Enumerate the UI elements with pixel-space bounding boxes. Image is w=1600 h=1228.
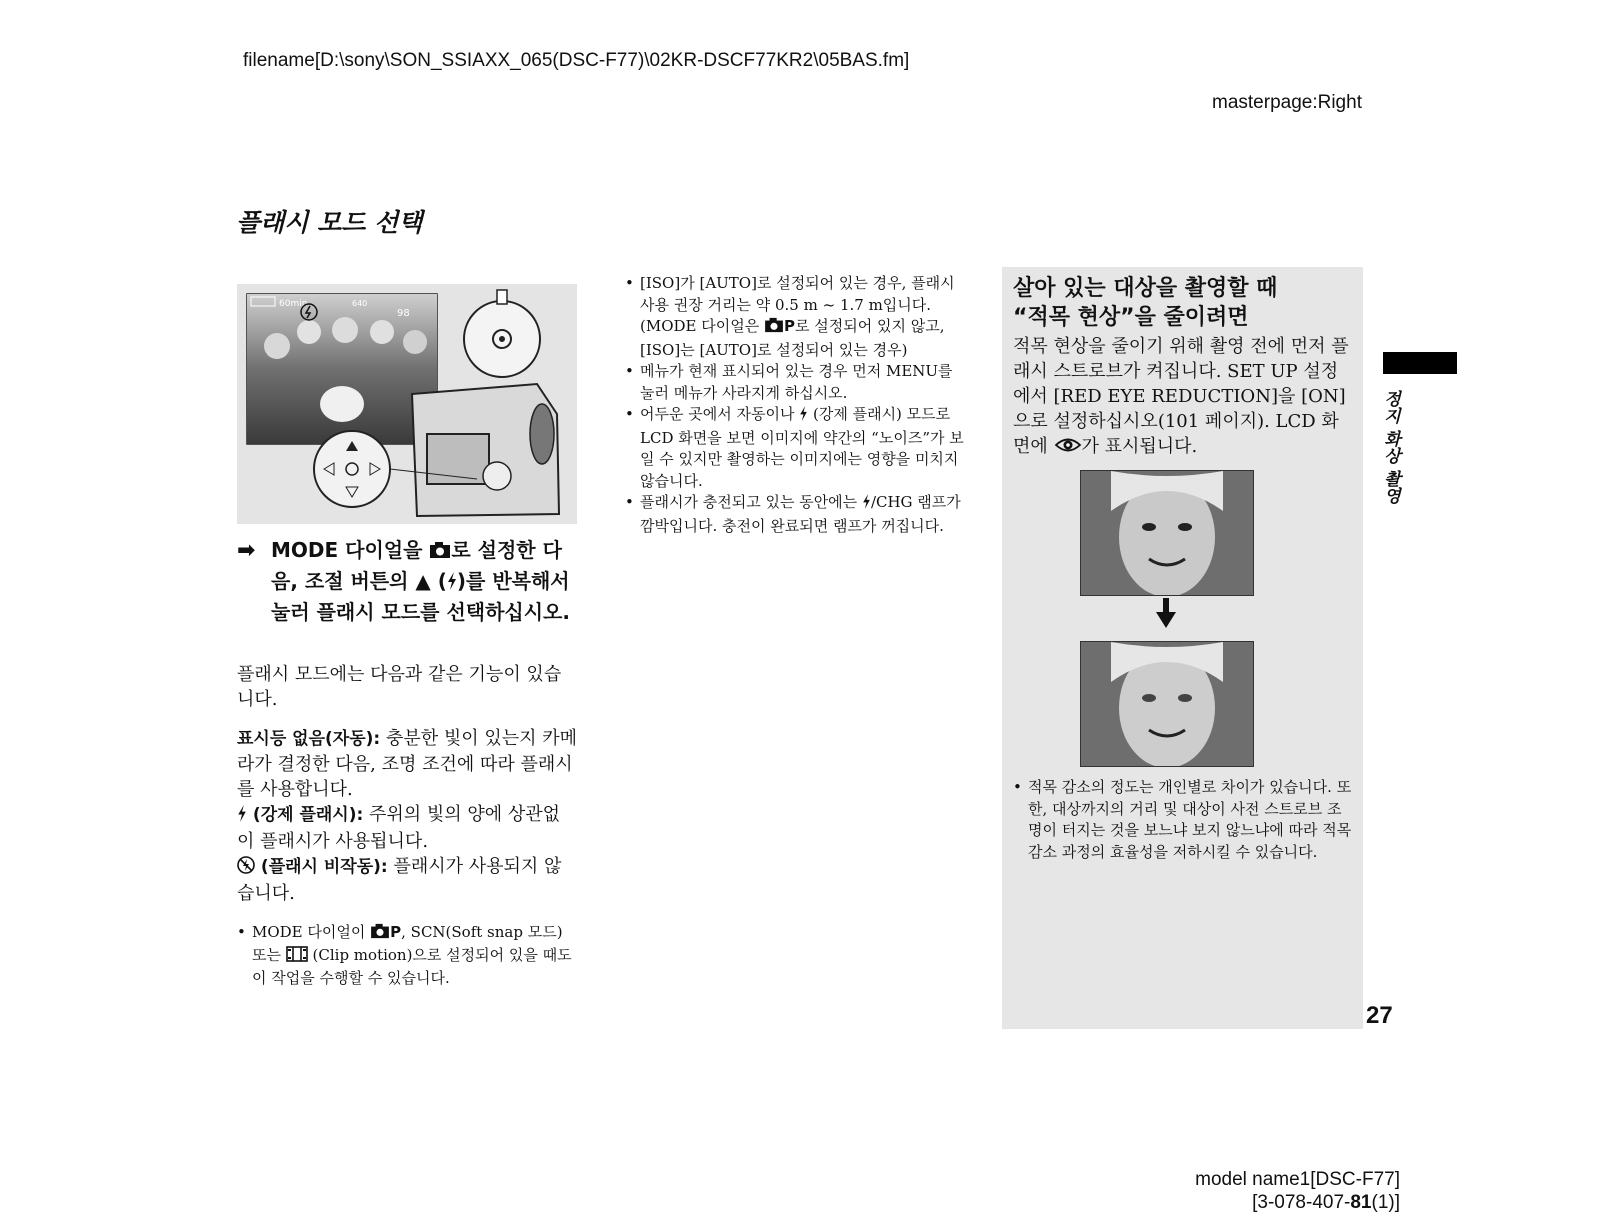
flash-mode-intro: 플래시 모드에는 다음과 같은 기능이 있습니다.	[237, 664, 562, 710]
footer-line2-pre: [3-078-407-	[1252, 1192, 1351, 1213]
panel-body-post: 가 표시됩니다.	[1081, 436, 1198, 457]
footer-line1: model name1[DSC-F77]	[1195, 1169, 1400, 1190]
note-noise-pre: 어두운 곳에서 자동이나	[640, 405, 800, 423]
panel-title-line2: “적목 현상”을 줄이려면	[1013, 305, 1249, 330]
lcd-image-size: 640	[352, 299, 368, 308]
mode-forced-label: (강제 플래시):	[247, 805, 364, 825]
note-iso-p: P	[783, 317, 795, 335]
eye-icon	[1054, 436, 1082, 461]
note-charge-post: /CHG 램프가 깜박입니다. 충전이 완료되면 램프가 꺼집니다.	[640, 493, 961, 535]
note-p-mode: P	[390, 923, 402, 941]
footer-line2	[1195, 1191, 1400, 1214]
panel-title	[1013, 274, 1358, 332]
note-iso	[625, 273, 965, 361]
mode-forced-text: 주위의 빛의 양에 상관없이 플래시가 사용됩니다.	[237, 804, 561, 852]
flash-mode-list	[237, 726, 577, 906]
note-charge-pre: 플래시가 충전되고 있는 동안에는	[640, 493, 862, 511]
lcd-shot-count: 98	[397, 308, 410, 319]
footer-model	[1195, 1168, 1400, 1214]
instruction-text-end: )를 반복해서 눌러 플래시 모드를 선택하십시오.	[271, 569, 570, 624]
camera-figure	[237, 284, 577, 524]
note-text-post: (Clip motion)으로 설정되어 있을 때도 이 작업을 수행할 수 있습니다.	[252, 946, 572, 987]
note-iso-pre: [ISO]가 [AUTO]로 설정되어 있는 경우, 플래시 사용 권장 거리는 약 0.5 m ~ 1.7 m입니다. (MODE 다이얼은	[640, 274, 955, 335]
note-mode-dial	[237, 922, 577, 989]
footer-line2-post: (1)]	[1371, 1192, 1400, 1213]
clip-motion-icon	[286, 946, 308, 968]
mode-auto-label: 표시등 없음(자동):	[237, 729, 381, 749]
flash-icon	[237, 804, 247, 829]
chapter-tab	[1383, 352, 1457, 374]
header-masterpage: masterpage:Right	[1212, 92, 1362, 113]
lcd-battery-time: 60min	[279, 299, 308, 309]
mode-off-text: 플래시가 사용되지 않습니다.	[237, 856, 562, 904]
mode-forced	[237, 802, 577, 854]
red-eye-before-photo	[1080, 470, 1254, 596]
arrow-right-icon: ➡	[237, 538, 256, 563]
notes-column	[625, 273, 965, 537]
panel-note-text: • 적목 감소의 정도는 개인별로 차이가 있습니다. 또한, 대상까지의 거리 및 대상이 사전 스트로브 조명이 터지는 것을 보느냐 보지 않느냐에 따라 적목 감소 과정의 효율성을 저하시킬 수 있습니다.	[1013, 777, 1353, 863]
header-filename: filename[D:\sony\SON_SSIAXX_065(DSC-F77)\02KR-DSCF77KR2\05BAS.fm]	[243, 50, 910, 71]
panel-body-pre: 적목 현상을 줄이기 위해 촬영 전에 먼저 플래시 스트로브가 켜집니다. SET UP 설정에서 [RED EYE REDUCTION]을 [ON]으로 설정하십시오(101 페이지). LCD 화면에	[1013, 336, 1349, 457]
instruction-text-post: 로 설정한 다음, 조절 버튼의 ▲ (	[271, 538, 562, 593]
note-iso-post: 로 설정되어 있지 않고, [ISO]는 [AUTO]로 설정되어 있는 경우)	[640, 317, 945, 359]
camera-mode-icon	[370, 923, 390, 945]
camera-mode-icon	[764, 317, 784, 340]
flash-icon	[862, 494, 871, 516]
arrow-down-icon	[1156, 598, 1176, 632]
page-number: 27	[1366, 1002, 1393, 1029]
note-noise-post: (강제 플래시) 모드로 LCD 화면을 보면 이미지에 약간의 “노이즈”가 보일 수 있지만 촬영하는 이미지에는 영향을 미치지 않습니다.	[640, 405, 964, 490]
red-eye-after-photo	[1080, 641, 1254, 767]
instruction-text-pre: MODE 다이얼을	[271, 538, 430, 562]
note-text-pre: MODE 다이얼이	[252, 923, 371, 941]
panel-note	[1013, 777, 1353, 863]
mode-off-label: (플래시 비작동):	[255, 857, 388, 877]
mode-off	[237, 854, 577, 906]
panel-body	[1013, 334, 1353, 461]
chapter-label: 정지 화상 촬영	[1380, 390, 1400, 504]
flash-off-icon	[237, 856, 255, 881]
flash-icon	[799, 406, 808, 428]
section-title: 플래시 모드 선택	[236, 208, 423, 237]
mode-auto	[237, 726, 577, 802]
note-charge	[625, 492, 965, 537]
note-noise	[625, 404, 965, 492]
panel-title-line1: 살아 있는 대상을 촬영할 때	[1013, 276, 1278, 301]
mode-auto-text: 충분한 빛이 있는지 카메라가 결정한 다음, 조명 조건에 따라 플래시를 사용합니다.	[237, 728, 577, 800]
camera-illustration	[237, 284, 577, 524]
camera-mode-icon	[429, 538, 451, 567]
flash-icon	[447, 569, 457, 598]
instruction-step	[237, 536, 577, 627]
note-menu: • 메뉴가 현재 표시되어 있는 경우 먼저 MENU를 눌러 메뉴가 사라지게 하십시오.	[625, 361, 965, 404]
note-text-mid: , SCN(Soft snap 모드) 또는	[252, 923, 563, 964]
footer-line2-bold: 81	[1350, 1192, 1372, 1213]
